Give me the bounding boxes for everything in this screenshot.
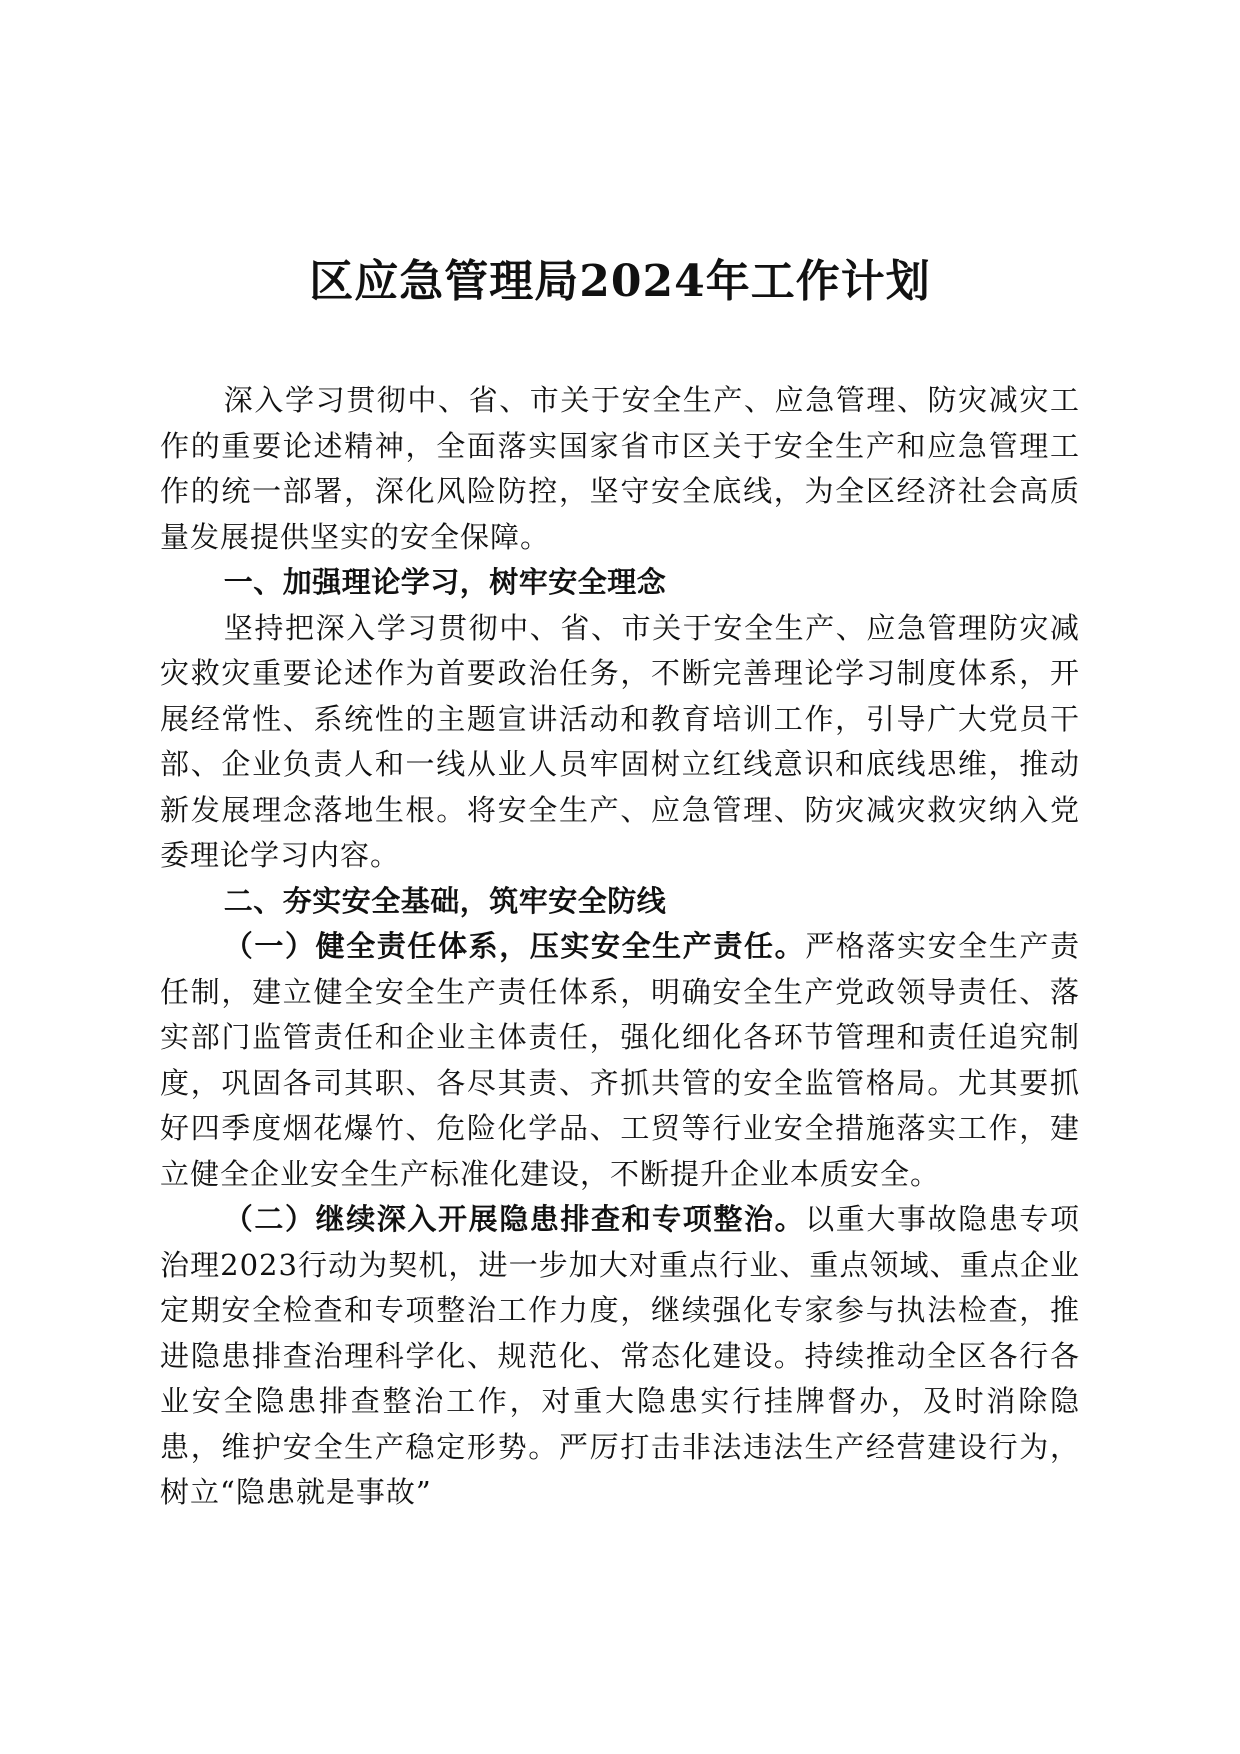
document-title: 区应急管理局2024年工作计划	[309, 256, 931, 307]
section-1-heading: 一、加强理论学习，树牢安全理念	[223, 565, 667, 599]
section-2-item-2-lead: （二）继续深入开展隐患排查和专项整治。	[223, 1202, 806, 1236]
section-2-item-2-body: 以重大事故隐患专项治理2023行动为契机，进一步加大对重点行业、重点领域、重点企业定期安全检查和专项整治工作力度，继续强化专家参与执法检查，推进隐患排查治理科学化、规范化、常态化建设。持续推动全区各行各业安全隐患排查整治工作，对重大隐患实行挂牌督办，及时消除隐患，维护安全生产稳定形势。严厉打击非法违法生产经营建设行为，树立“隐患就是事故”	[160, 1202, 1080, 1509]
document-body	[160, 378, 1080, 1516]
intro-paragraph: 深入学习贯彻中、省、市关于安全生产、应急管理、防灾减灾工作的重要论述精神，全面落实国家省市区关于安全生产和应急管理工作的统一部署，深化风险防控，坚守安全底线，为全区经济社会高质量发展提供坚实的安全保障。	[160, 383, 1080, 554]
section-2-item-1-lead: （一）健全责任体系，压实安全生产责任。	[223, 929, 806, 963]
section-2-item-1-body: 严格落实安全生产责任制，建立健全安全生产责任体系，明确安全生产党政领导责任、落实部门监管责任和企业主体责任，强化细化各环节管理和责任追究制度，巩固各司其职、各尽其责、齐抓共管的安全监管格局。尤其要抓好四季度烟花爆竹、危险化学品、工贸等行业安全措施落实工作，建立健全企业安全生产标准化建设，不断提升企业本质安全。	[160, 929, 1080, 1191]
section-2-heading: 二、夯实安全基础，筑牢安全防线	[223, 883, 667, 918]
section-2-item-2-paragraph	[160, 1197, 1080, 1516]
section-1-paragraph: 坚持把深入学习贯彻中、省、市关于安全生产、应急管理防灾减灾救灾重要论述作为首要政治任务，不断完善理论学习制度体系，开展经常性、系统性的主题宣讲活动和教育培训工作，引导广大党员干部、企业负责人和一线从业人员牢固树立红线意识和底线思维，推动新发展理念落地生根。将安全生产、应急管理、防灾减灾救灾纳入党委理论学习内容。	[160, 610, 1080, 872]
section-2-item-1-paragraph	[160, 924, 1080, 1197]
